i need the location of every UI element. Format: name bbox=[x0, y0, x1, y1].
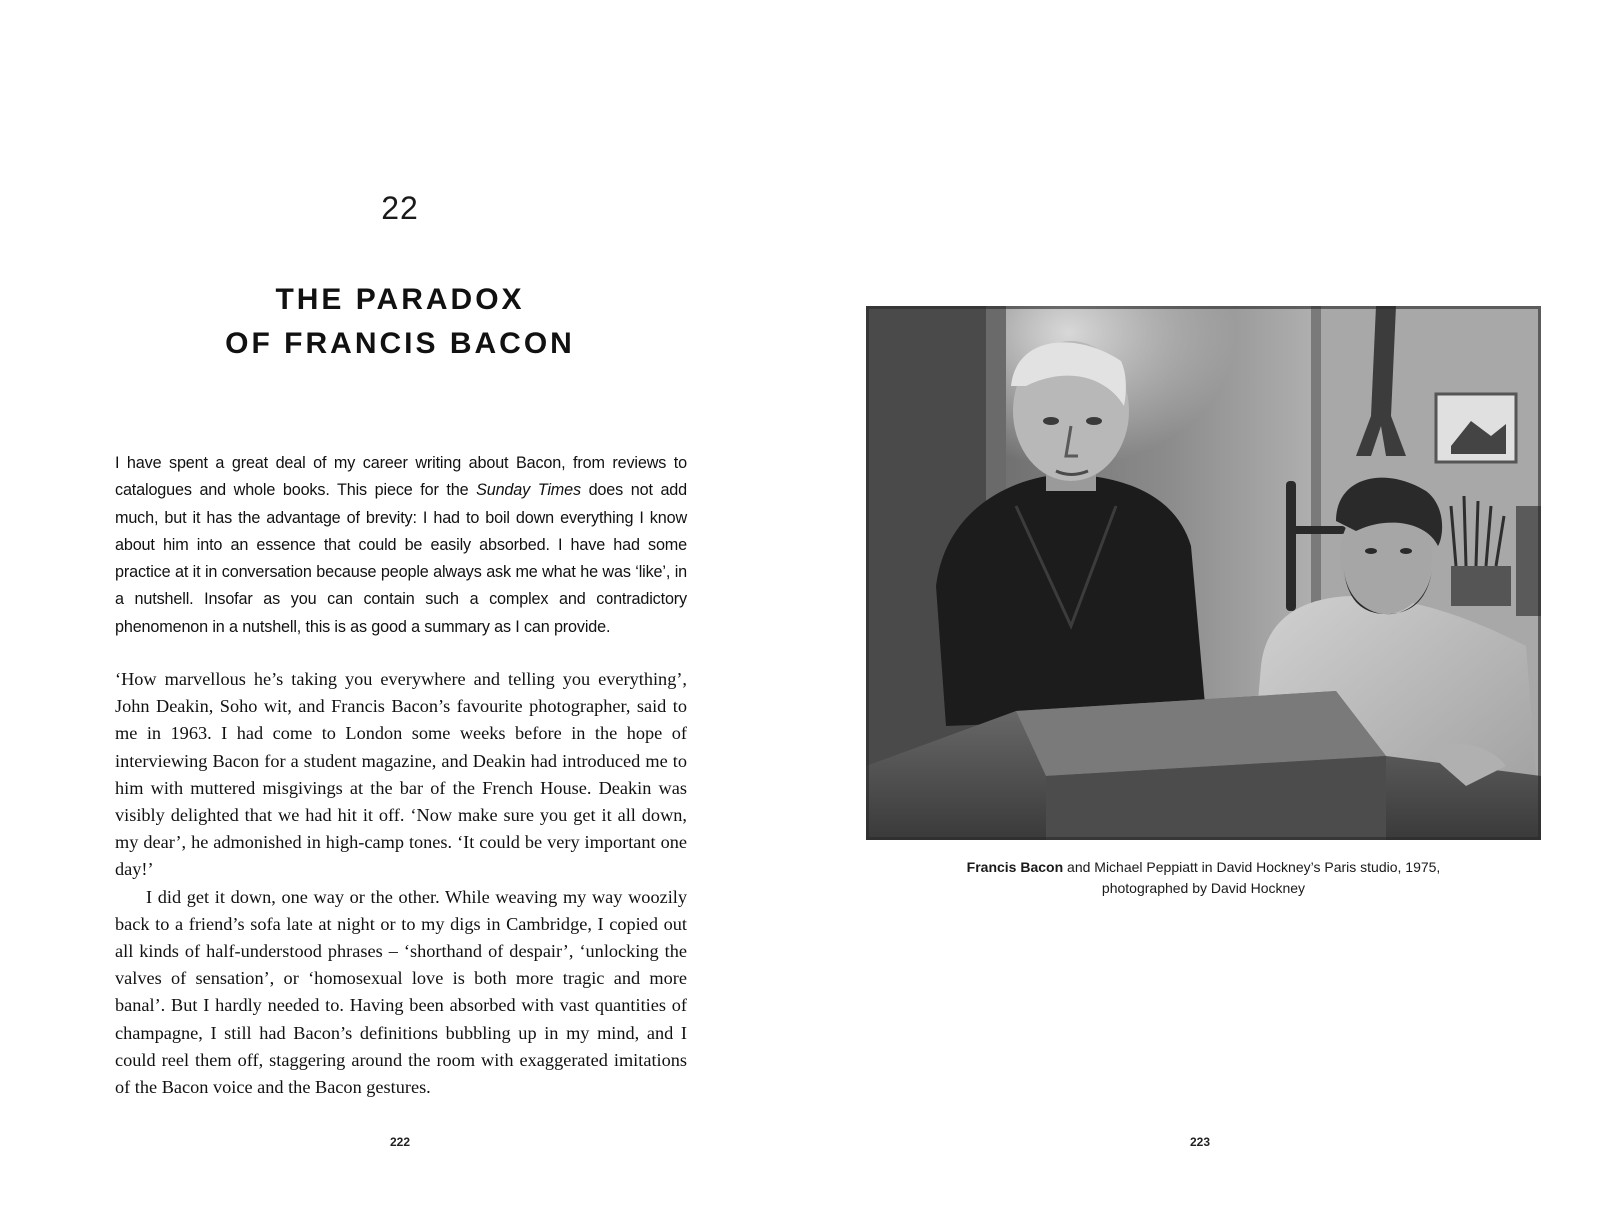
photograph-illustration bbox=[866, 306, 1541, 840]
caption-bold-name: Francis Bacon bbox=[966, 859, 1064, 875]
chapter-title-line-2: OF FRANCIS BACON bbox=[225, 327, 575, 360]
photo-caption bbox=[866, 857, 1541, 899]
chapter-number: 22 bbox=[381, 190, 419, 226]
caption-line-1-rest: and Michael Peppiatt in David Hockney’s Paris studio, 1975, bbox=[1063, 859, 1441, 875]
chapter-title-line-1: THE PARADOX bbox=[275, 283, 525, 316]
caption-line-2: photographed by David Hockney bbox=[1101, 880, 1306, 896]
body-paragraph-1: ‘How marvellous he’s taking you everywhere and telling you everything’, John Deakin, Soho wit, and Francis Bacon’s favourite photographer, said to me in 1963. I had come to London some weeks before in the hope of interviewing Bacon for a student magazine, and Deakin had introduced me to him with muttered misgivings at the bar of the French House. Deakin was visibly delighted that we had hit it off. ‘Now make sure you get it all down, my dear’, he admonished in high-camp tones. ‘It could be very important one day!’ bbox=[115, 669, 687, 880]
chapter-title bbox=[0, 278, 800, 366]
body-paragraph-2: I did get it down, one way or the other. While weaving my way woozily back to a friend’s sofa late at night or to my digs in Cambridge, I copied out all kinds of half-understood phrases – ‘shorthand of despair’, ‘unlocking the valves of sensation’, or ‘homosexual love is both more tragic and more banal’. But I hardly needed to. Having been absorbed with vast quantities of champagne, I still had Bacon’s definitions bubbling up in my mind, and I could reel them off, staggering around the room with exaggerated imitations of the Bacon voice and the Bacon gestures. bbox=[115, 886, 687, 1098]
right-page bbox=[800, 0, 1600, 1224]
chapter-intro bbox=[115, 450, 687, 641]
body-text bbox=[115, 666, 687, 1101]
caption-line-1 bbox=[866, 857, 1541, 878]
intro-text-part-1: I have spent a great deal of my career writing about Bacon, from reviews to catalogues and whole books. This piece for the bbox=[115, 454, 687, 500]
intro-italic-title: Sunday Times bbox=[476, 481, 581, 500]
photograph bbox=[866, 306, 1541, 840]
page-number-left: 222 bbox=[389, 1135, 411, 1149]
intro-text-part-2: does not add much, but it has the advantage of brevity: I had to boil down everything I know about him into an essence that could be easily absorbed. I have had some practice at it in conversation because people always ask me what he was ‘like’, in a nutshell. Insofar as you can contain such a complex and contradictory phenomenon in a nutshell, this is as good a summary as I can provide. bbox=[115, 481, 688, 636]
page-number-right: 223 bbox=[1189, 1135, 1211, 1149]
